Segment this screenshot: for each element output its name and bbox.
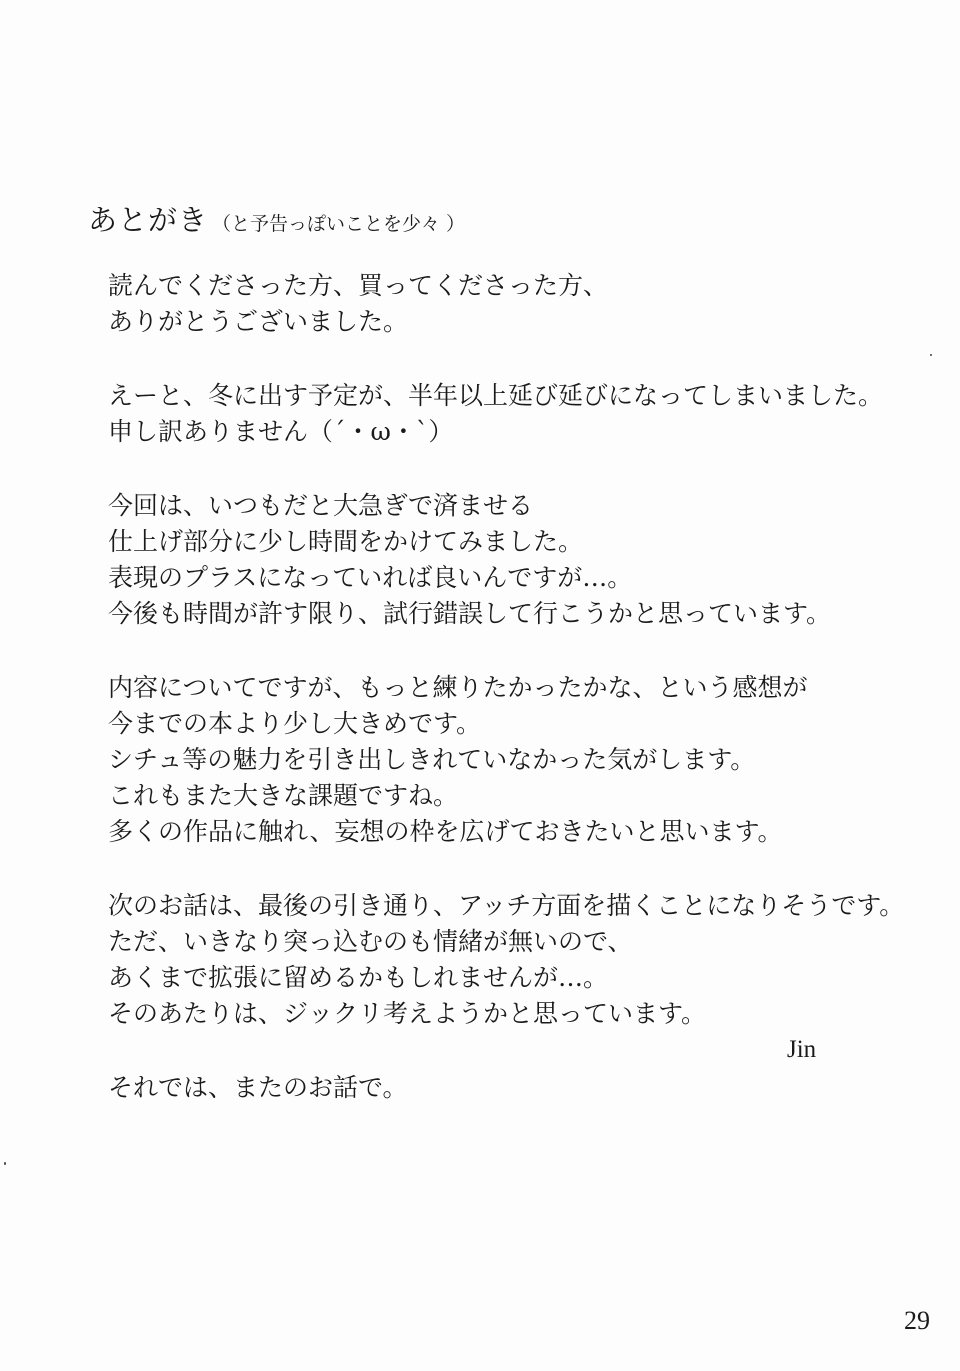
scan-speck bbox=[4, 1162, 6, 1165]
paragraph-finishing bbox=[108, 488, 908, 632]
text-line: 多くの作品に触れ、妄想の枠を広げておきたいと思います。 bbox=[108, 817, 783, 846]
text-line: あくまで拡張に留めるかもしれませんが…。 bbox=[108, 963, 609, 992]
scan-speck bbox=[930, 354, 932, 356]
paragraph-next-story bbox=[108, 888, 908, 1032]
text-line: 申し訳ありません（´・ω・`） bbox=[108, 417, 454, 446]
text-line: 読んでくださった方、買ってくださった方、 bbox=[108, 271, 609, 300]
afterword-body bbox=[108, 268, 908, 1144]
paragraph-thanks bbox=[108, 268, 908, 340]
text-line: 今回は、いつもだと大急ぎで済ませる bbox=[108, 491, 534, 520]
text-line: これもまた大きな課題ですね。 bbox=[108, 781, 459, 810]
text-line: ありがとうございました。 bbox=[108, 307, 409, 336]
text-line: シチュ等の魅力を引き出しきれていなかった気がします。 bbox=[108, 745, 756, 774]
page-number: 29 bbox=[904, 1306, 930, 1335]
text-line: 仕上げ部分に少し時間をかけてみました。 bbox=[108, 527, 584, 556]
text-line: それでは、またのお話で。 bbox=[108, 1073, 408, 1102]
afterword-heading bbox=[88, 198, 465, 239]
text-line: ただ、いきなり突っ込むのも情緒が無いので、 bbox=[108, 927, 633, 956]
text-line: 次のお話は、最後の引き通り、アッチ方面を描くことになりそうです。 bbox=[108, 891, 905, 920]
heading-subtitle: （と予告っぽいことを少々 ） bbox=[212, 213, 466, 235]
text-line: 今後も時間が許す限り、試行錯誤して行こうかと思っています。 bbox=[108, 599, 832, 628]
paragraph-apology bbox=[108, 378, 908, 450]
author-signature: Jin bbox=[787, 1036, 817, 1063]
paragraph-content bbox=[108, 670, 908, 850]
text-line: そのあたりは、ジックリ考えようかと思っています。 bbox=[108, 999, 707, 1028]
text-line: 今までの本より少し大きめです。 bbox=[108, 709, 482, 738]
text-line: えーと、冬に出す予定が、半年以上延び延びになってしまいました。 bbox=[108, 381, 884, 410]
heading-title: あとがき bbox=[88, 203, 209, 237]
text-line: 内容についてですが、もっと練りたかったかな、という感想が bbox=[108, 673, 808, 702]
text-line: 表現のプラスになっていれば良いんですが…。 bbox=[108, 563, 633, 592]
paragraph-closing bbox=[108, 1070, 908, 1106]
